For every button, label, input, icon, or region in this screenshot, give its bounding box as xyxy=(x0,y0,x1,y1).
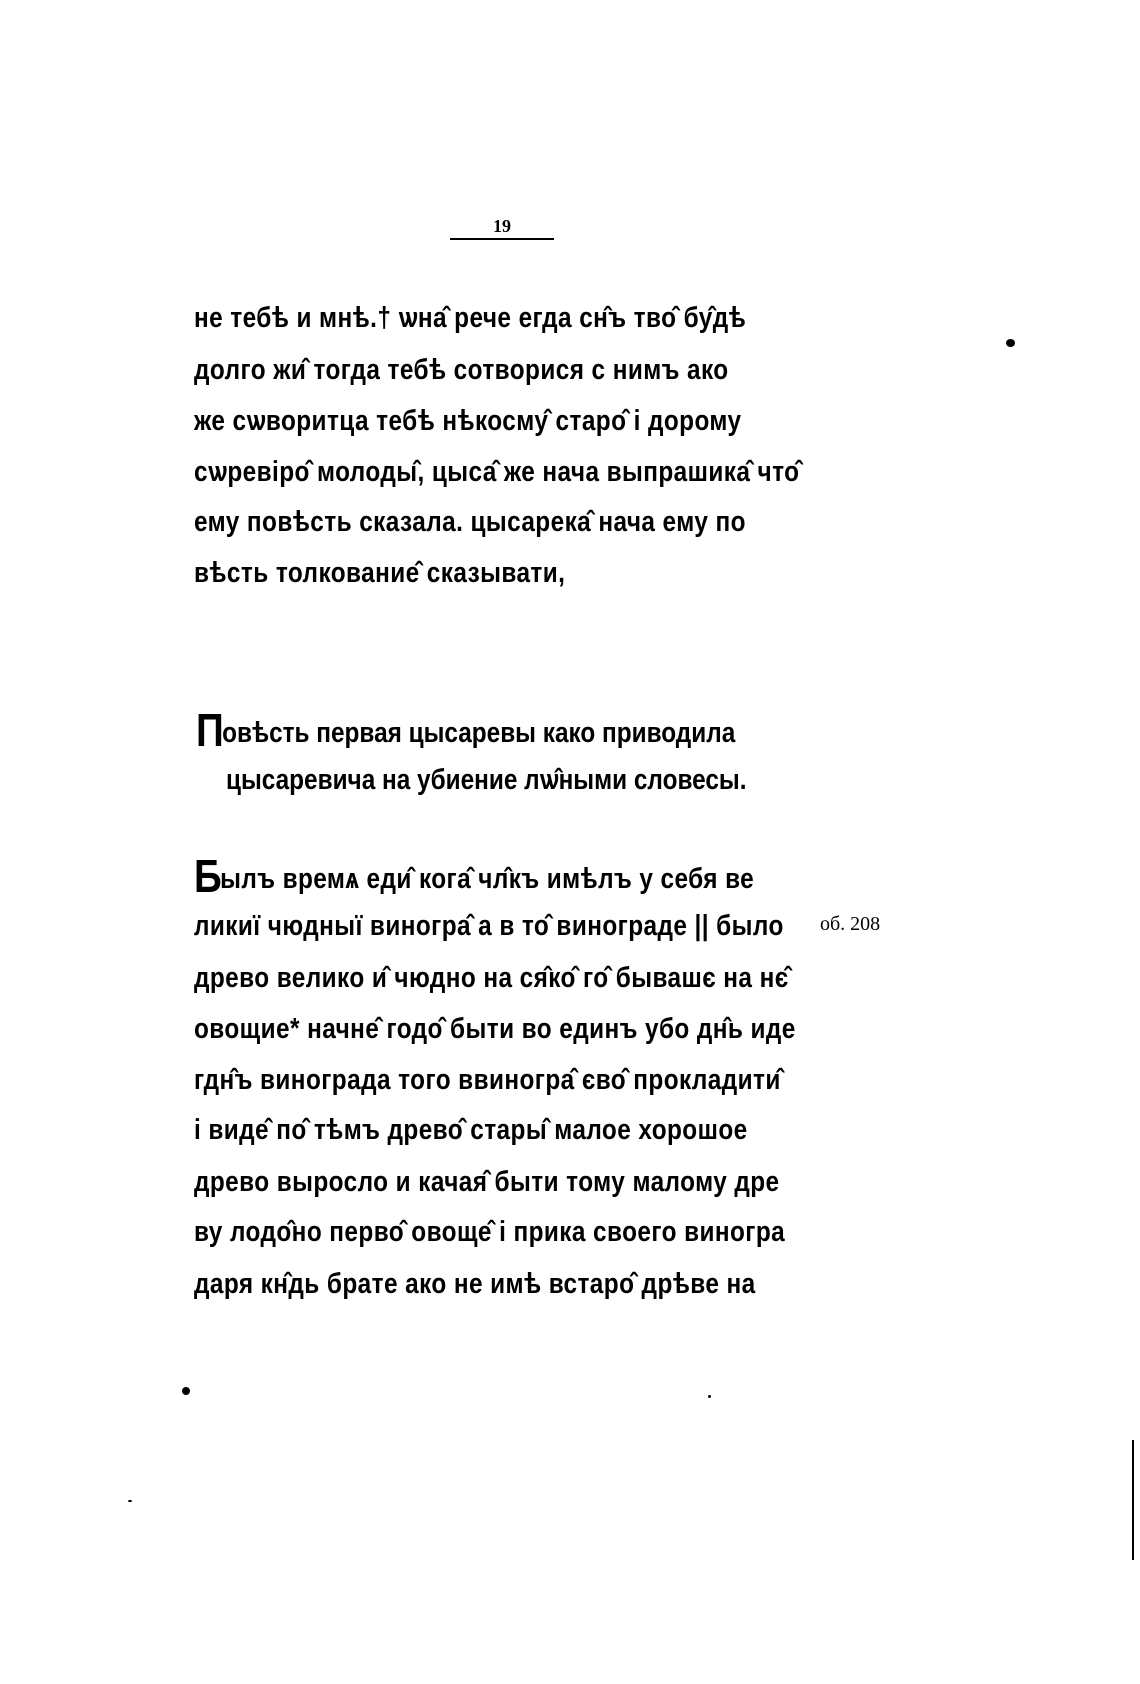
heading-line-2: цысаревича на убиение лѡ̂ными словесы. xyxy=(226,764,747,796)
text-line: ему повѣсть сказала. цысарека̂ нача ему по xyxy=(194,506,746,538)
text-line: ликиї чюдныї виногра̂ а в то̂ винограде || было xyxy=(194,910,784,942)
text-line: даря кн̂дь брате ако не имѣ встаро̂ дрѣве на xyxy=(194,1268,756,1300)
page-edge-mark xyxy=(1132,1440,1134,1560)
text-line: же сѡворитца тебѣ нѣкосму̂ старо̂ і дорому xyxy=(194,405,742,437)
heading-drop-cap: П xyxy=(196,704,223,756)
ink-speck xyxy=(128,1500,132,1502)
text-line: сѡревіро̂ молоды̂, цыса̂ же нача выпрашика̂ что̂ xyxy=(194,456,800,488)
text-line: ву лодо̂но перво̂ овоще̂ і прика своего виногра xyxy=(194,1216,786,1248)
text-line: вѣсть толкование̂ сказывати, xyxy=(194,557,566,589)
text-line: древо выросло и качая̂ быти тому малому дре xyxy=(194,1166,780,1198)
text-line: і виде̂ по̂ тѣмъ древо̂ стары̂ малое хорошое xyxy=(194,1114,748,1146)
text-line-first xyxy=(194,850,755,902)
ink-speck xyxy=(708,1395,711,1398)
heading-line-1: овѣсть первая цысаревы како приводила xyxy=(222,717,736,749)
text-line: овощие* начне̂ годо̂ быти во единъ убо дн̂ь иде xyxy=(194,1013,796,1045)
text-line: древо велико и̂ чюдно на ся̂ко̂ го̂ бывашє на нє̂ xyxy=(194,962,789,994)
paragraph-drop-cap: Б xyxy=(194,850,221,902)
ink-speck xyxy=(1006,339,1015,347)
page-number-rule xyxy=(450,238,554,240)
first-line-text: ылъ времѧ еди̂ кога̂ чл̂къ имѣлъ у себя ве xyxy=(220,863,755,895)
text-line: гдн̂ъ винограда того ввиногра̂ єво̂ прокладити̂ xyxy=(194,1064,781,1096)
ink-speck xyxy=(182,1387,190,1395)
section-heading xyxy=(196,704,736,756)
text-line: долго жи̂ тогда тебѣ сотворися с нимъ ако xyxy=(194,354,729,386)
margin-note: об. 208 xyxy=(820,913,881,935)
page-number: 19 xyxy=(493,216,511,236)
text-line: не тебѣ и мнѣ.† ѡна̂ рече егда сн̂ъ тво̂ бу̂дѣ xyxy=(194,302,747,334)
